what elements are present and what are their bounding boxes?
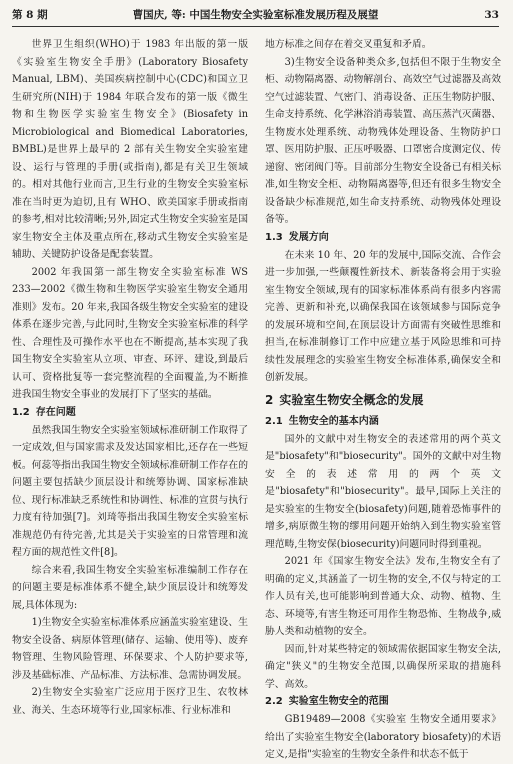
paragraph: 因而,针对某些特定的领域需依据国家生物安全法,确定"狭义"的生物安全范围,以确保所采取的措施科学、高效。 [265,643,501,690]
list-item: 2)生物安全实验室广泛应用于医疗卫生、农牧林业、海关、生态环境等行业,国家标准、行业标准和 [12,687,248,716]
section-title: 实验室生物安全概念的发展 [279,392,424,407]
paragraph: 综合来看,我国生物安全实验室标准编制工作存在的问题主要是标准体系不健全,缺少顶层设计和统筹发展,具体体现为: [12,564,248,611]
section-heading-2-2 [265,693,501,711]
section-heading-2-1 [265,413,501,431]
section-title: 发展方向 [288,231,329,243]
section-title: 生物安全的基本内涵 [288,415,379,427]
paragraph: 2021 年《国家生物安全法》发布,生物安全有了明确的定义,其涵盖了一切生物的安全,不仅与特定的工作人员有关,也可能影响到普通大众、动物、植物、生态、环境等,有害生物还可用作生物恐怖、生物战争,威胁人类和动植物的安全。 [265,556,501,637]
paragraph: 国外的文献中对生物安全的表述常用的两个英文是"biosafety"和"biosecurity"。国外的文献中对生物安全的表述常用的两个英文是"biosafety"和"biosecurity"。最早,国际上关注的是实验室的生物安全(biosafety)问题,随着恐怖事件的增多,病原微生物的缪用问题开始纳入到生物实验室管理范畴,生物安保(biosecurity)问题同时得到重视。 [265,433,501,550]
section-title: 存在问题 [35,406,76,418]
section-number: 2 [265,392,274,407]
running-header [12,4,499,27]
section-heading-1-2 [12,404,248,422]
section-number: 2.1 [265,415,283,427]
section-heading-2 [265,391,501,409]
running-title: 曹国庆, 等: 中国生物安全实验室标准发展历程及展望 [132,9,379,21]
issue-number: 第 8 期 [12,9,48,21]
section-title: 实验室生物安全的范围 [288,696,389,707]
section-number: 1.2 [12,406,30,418]
section-number: 1.3 [265,231,283,243]
section-heading-1-3 [265,229,501,247]
paragraph: GB19489—2008《实验室 生物安全通用要求》给出了实验室生物安全(laboratory biosafety)的术语定义,是指"实验室的生物安全条件和状态不低于 [265,714,501,760]
paragraph: 地方标准之间存在着交叉重复和矛盾。 [265,39,432,50]
section-number: 2.2 [265,696,283,707]
paragraph: 虽然我国生物安全实验室领域标准研制工作取得了一定成效,但与国家需求及发达国家相比,还存在一些短板。何蕊等指出我国生物安全领域标准研制工作存在的问题主要包括缺少顶层设计和统筹协调、国家标准缺位、现行标准缺乏系统性和协调性、标准的宣贯与执行力度有待加强[7]。刘琦等指出我国生物安全实验室标准规范仍有待完善,尤其是关于实验室的日常管理和流程方面的规范性文件[8]。 [12,424,248,558]
paragraph: 2002 年我国第一部生物安全实验室标准 WS 233—2002《微生物和生物医学实验室生物安全通用准则》发布。20 年来,我国各级生物安全实验室的建设体系在逐步完善,与此同时,生物安全实验室标准的科学性、合理性及可操作水平也在不断提高,基本实现了我国生物安全实验室从立项、审查、环评、建设,到最后认可、资格批复等一套完整流程的全面覆盖,为不断推进我国生物安全事业的发展打下了坚实的基础。 [12,266,248,400]
list-item: 3)生物安全设备种类众多,包括但不限于生物安全柜、动物隔离器、动物解剖台、高效空气过滤器及高效空气过滤装置、气密门、消毒设备、正压生物防护服、生命支持系统、化学淋浴消毒装置、高压蒸汽灭菌器、生物废水处理系统、动物残体处理设备、生物防护口罩、医用防护服、正压呼吸器、口罩密合度测定仪、传递窗、密闭阀门等。目前部分生物安全设备已有相关标准,如生物安全柜、动物隔离器等,但还有很多生物安全设备缺少标准规范,如生命支持系统、动物残体处理设备等。 [265,56,501,225]
page-number: 33 [484,9,499,21]
left-column [12,36,248,719]
paragraph: 在未来 10 年、20 年的发展中,国际交流、合作会进一步加强,一些颠覆性新技术、新装备将会用于实验室生物安全领域,现有的国家标准体系尚有很多内容需完善、更新和补充,以确保我国在该领域参与国际竞争的发展环境和空间,在顶层设计方面需有突破性思维和担当,在标准制修订工作中应建立基于风险思维和可持续性发展理念的实验室生物安全标准体系,确保安全和创新发展。 [265,249,501,383]
paragraph: 世界卫生组织(WHO)于 1983 年出版的第一版《实验室生物安全手册》(Laboratory Biosafety Manual, LBM)、美国疾病控制中心(CDC)和国立卫生研究所(NIH)于 1984 年联合发布的第一版《微生物和生物医学实验室生物安全》(Biosafety in Microbiological and Biomedical Laboratories, BMBL)是世界上最早的 2 部有关生物安全实验室建设、运行与管理的手册(或指南),都是有关卫生领域的。相对其他行业而言,卫生行业的生物安全实验室标准在当时更为迫切,且有 WHO、欧美国家手册或指南的参考,相对比较清晰;另外,固定式生物安全实验室是国家生物安全主体及重点所在,移动式生物安全实验室是辅助、关键防护设备是配套装置。 [12,39,248,260]
right-column [265,36,501,764]
list-item: 1)生物安全实验室标准体系应涵盖实验室建设、生物安全设备、病原体管理(储存、运输、使用等)、废弃物管理、生物风险管理、环保要求、个人防护要求等,涉及基础标准、产品标准、方法标准、急需协调发展。 [12,617,248,681]
